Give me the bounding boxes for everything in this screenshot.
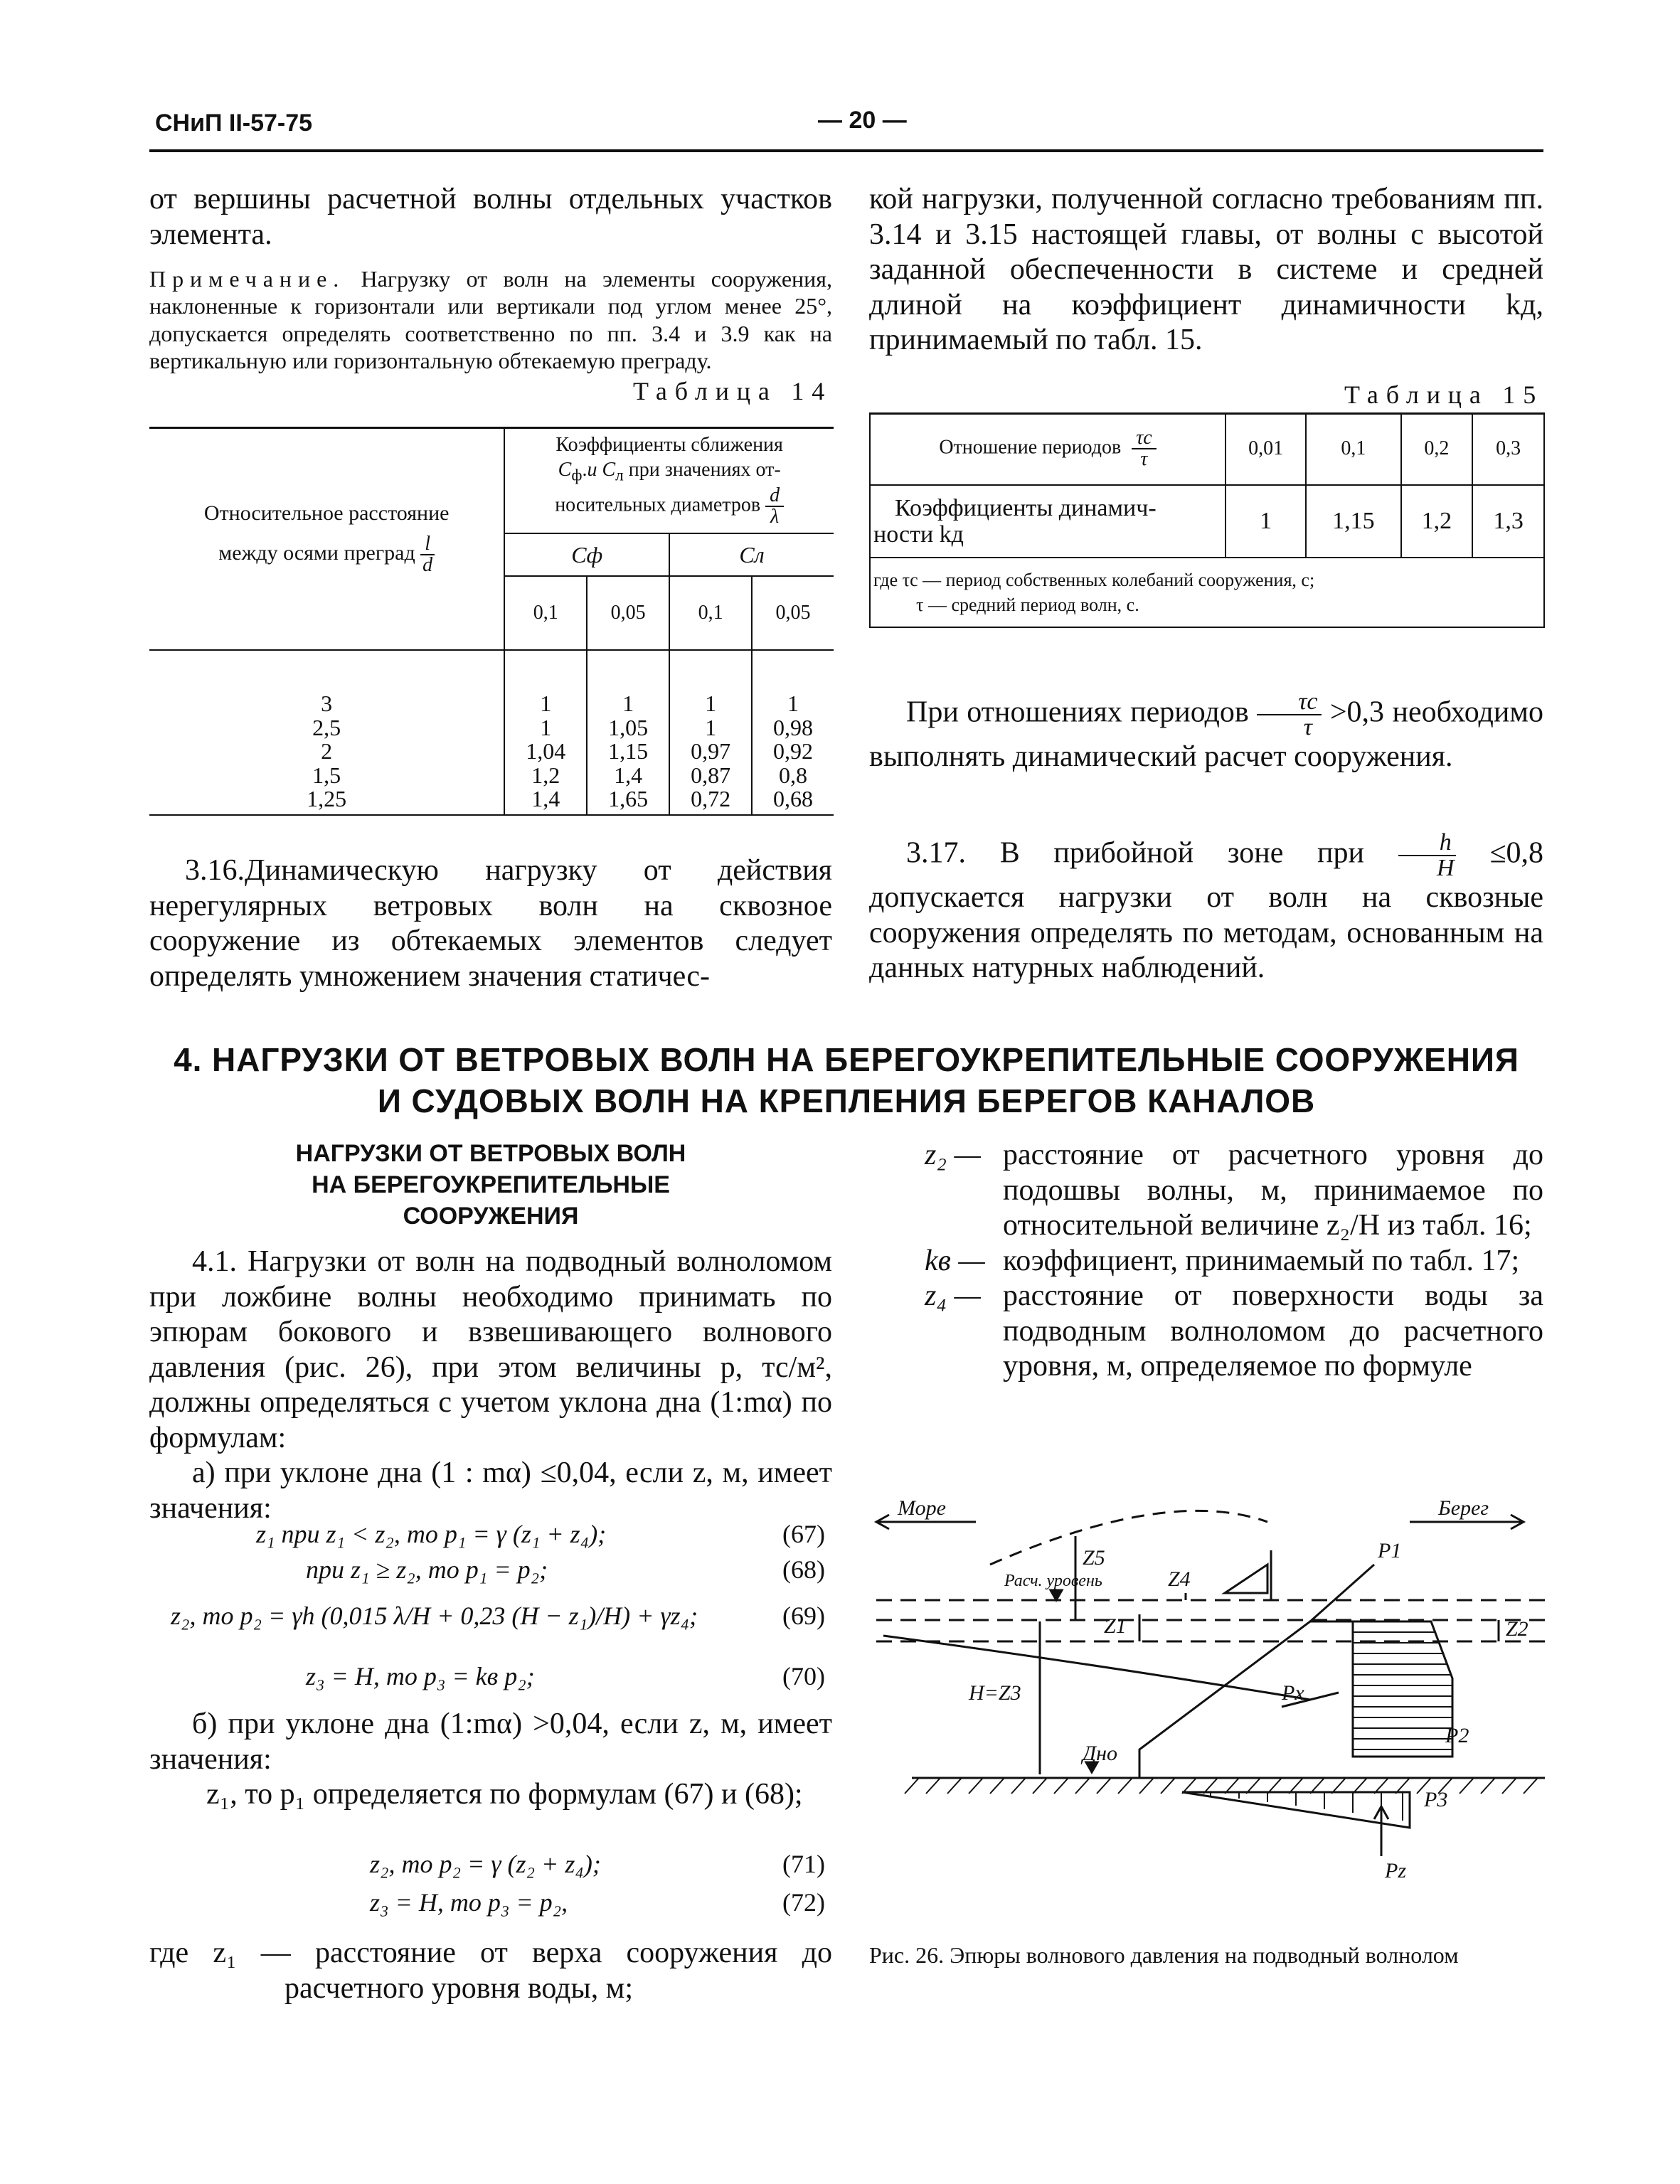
table15-cell: 1,3 bbox=[1472, 485, 1544, 558]
table14-group-head-line4 bbox=[508, 486, 831, 527]
table14-subval: 0,1 bbox=[504, 576, 587, 650]
table14-group-frac-num: d bbox=[765, 486, 784, 507]
table-cell: 1,04 bbox=[526, 738, 566, 765]
equation-68: при z₁ ≥ z₂, то p₁ = p₂; bbox=[306, 1555, 548, 1584]
uplift-hatching bbox=[1211, 1792, 1403, 1821]
table15-cell: 0,3 bbox=[1472, 412, 1544, 485]
table14-c3-values bbox=[669, 650, 752, 815]
table14-cf-sym: C bbox=[558, 458, 572, 481]
label-z4: Z4 bbox=[1168, 1567, 1191, 1591]
equation-number: (67) bbox=[782, 1520, 825, 1548]
table14-group-head-text: носительных диаметров bbox=[555, 494, 761, 516]
table14-group-head-line1: Коэффициенты сближения bbox=[555, 433, 783, 456]
where-z1-text: где z₁ — расстояние от верха сооружения до расчетного уровня воды, м; bbox=[149, 1937, 832, 2005]
table14-subval: 0,1 bbox=[669, 576, 752, 650]
para-periods-frac bbox=[1257, 690, 1322, 740]
table-cell: 0,97 bbox=[691, 738, 731, 765]
table-cell: 0,92 bbox=[773, 738, 814, 765]
definition-symbol: z₄ — bbox=[925, 1279, 981, 1313]
table14-grid bbox=[149, 427, 834, 816]
table15-cell: 0,2 bbox=[1401, 412, 1473, 485]
para-3-16 bbox=[149, 853, 832, 994]
table14-group-head-line2: $C_ф.и$ $C_л$ при значениях от- bbox=[558, 458, 781, 485]
equation-67: z₁ при z₁ < z₂, то p₁ = γ (z₁ + z₄); bbox=[256, 1520, 607, 1548]
label-level: Расч. уровень bbox=[1004, 1572, 1102, 1590]
para-4-1 bbox=[149, 1245, 832, 1526]
table-cell: 2,5 bbox=[312, 714, 341, 740]
table15-cell: 1,15 bbox=[1306, 485, 1400, 558]
equations-a bbox=[171, 1519, 825, 1711]
section-4-title bbox=[149, 1040, 1543, 1122]
subsection-title-line3: СООРУЖЕНИЯ bbox=[403, 1203, 579, 1230]
side-pressure-hatching bbox=[1353, 1632, 1452, 1749]
breakwater-top bbox=[1310, 1565, 1374, 1621]
table14-group-frac-den: λ bbox=[770, 506, 780, 528]
table14-cl-sym: и C bbox=[587, 458, 616, 481]
table-cell: 1,4 bbox=[614, 762, 643, 788]
table14-group-frac bbox=[765, 486, 784, 527]
table14-col1-head-text: между осями преград bbox=[218, 540, 415, 565]
table-14 bbox=[149, 427, 834, 816]
label-z2: Z2 bbox=[1506, 1617, 1529, 1641]
table14-c1-values bbox=[504, 650, 587, 815]
table15-footnote-line1: где τс — период собственных колебаний сооружения, с; bbox=[873, 569, 1315, 590]
table-cell: 1,05 bbox=[608, 714, 649, 740]
page-number: — 20 — bbox=[818, 107, 907, 134]
label-px: Px bbox=[1282, 1681, 1304, 1705]
table14-col1-frac-num: l bbox=[420, 534, 435, 555]
level-marker-icon bbox=[1051, 1590, 1062, 1600]
wave-crest-arc bbox=[990, 1511, 1267, 1565]
table14-col1-head-line1: Относительное расстояние bbox=[203, 501, 450, 525]
table15-row2-label-line2: ности kд bbox=[873, 521, 964, 548]
table14-col1-values bbox=[149, 650, 504, 815]
para-periods-den: τ bbox=[1303, 714, 1312, 740]
table-cell: 0,87 bbox=[691, 762, 731, 788]
equation-69: z₂, то p₂ = γh (0,015 λ/H + 0,23 (H − z₁)/H) + γz₄; bbox=[171, 1602, 698, 1630]
note bbox=[149, 265, 832, 375]
table15-frac-den: τ bbox=[1140, 447, 1148, 470]
where-z1 bbox=[149, 1936, 832, 2006]
table15-caption: Таблица 15 bbox=[1344, 380, 1543, 409]
para-3-17-num: h bbox=[1398, 831, 1456, 856]
table14-subval: 0,05 bbox=[587, 576, 669, 650]
label-h-z3: H=Z3 bbox=[969, 1681, 1021, 1705]
table-cell: 0,68 bbox=[773, 786, 814, 812]
label-p2: P2 bbox=[1445, 1724, 1469, 1747]
para-periods-text bbox=[869, 690, 1543, 775]
table15-cell: 1 bbox=[1226, 485, 1306, 558]
table14-col1-frac-den: d bbox=[422, 553, 433, 576]
wave-trough bbox=[883, 1636, 1310, 1700]
definition-kv bbox=[925, 1244, 1543, 1279]
table14-col1-frac bbox=[420, 534, 435, 575]
note-text: Нагрузку от волн на элементы сооружения, наклоненные к горизонтали или вертикали под углом менее 25°, допускается определять соответственно по пп. 3.4 и 3.9 как на вертикальную или горизонтальную обтекаемую преграду. bbox=[149, 266, 833, 374]
table-cell: 1,5 bbox=[312, 762, 341, 788]
subsection-title-line2: НА БЕРЕГОУКРЕПИТЕЛЬНЫЕ bbox=[312, 1171, 670, 1199]
equation-number: (70) bbox=[782, 1662, 825, 1690]
table15-row2-label bbox=[870, 485, 1226, 558]
para-3-17-den: H bbox=[1436, 855, 1455, 881]
definition-z4 bbox=[925, 1279, 1543, 1385]
table15-cell: 0,1 bbox=[1306, 412, 1400, 485]
table14-col1-head bbox=[149, 427, 504, 650]
table15-top-rule bbox=[869, 412, 1545, 415]
table-cell: 1 bbox=[705, 714, 717, 740]
table-cell: 1 bbox=[540, 691, 552, 717]
para-4-1-text: 4.1. Нагрузки от волн на подводный волноломом при ложбине волны необходимо принимать по эпюрам бокового и взвешивающего волнового давления (рис. 26), при этом величины p, тс/м², должны определяться с учетом уклона дна (1:mα) по формулам: bbox=[149, 1245, 832, 1454]
para-periods-a: При отношениях периодов bbox=[906, 696, 1249, 729]
definition-text: расстояние от расчетного уровня до подошвы волны, м, принимаемое по относительной величине z₂/H из табл. 16; bbox=[1003, 1139, 1543, 1242]
table15-row1-frac bbox=[1132, 428, 1156, 469]
para-4-1-b bbox=[149, 1707, 832, 1813]
definition-z2 bbox=[925, 1138, 1543, 1244]
table15-footnote bbox=[870, 558, 1544, 627]
label-pz: Pz bbox=[1385, 1859, 1406, 1882]
table15-footnote-line2: τ — средний период волн, с. bbox=[916, 595, 1139, 615]
definition-symbol: kв — bbox=[925, 1244, 985, 1277]
table-cell: 0,8 bbox=[779, 762, 808, 788]
table14-c4-values bbox=[752, 650, 834, 815]
table-cell: 1,65 bbox=[608, 786, 649, 812]
para-3-17-frac bbox=[1398, 831, 1456, 880]
left-column-top bbox=[149, 182, 832, 406]
definition-symbol: z₂ — bbox=[925, 1139, 981, 1171]
para-3-17-text bbox=[869, 831, 1543, 986]
equation-number: (71) bbox=[782, 1850, 825, 1878]
equation-72: z₃ = H, то p₃ = p₂, bbox=[370, 1888, 568, 1917]
table-cell: 1 bbox=[787, 691, 799, 717]
equation-70: z₃ = H, то p₃ = kв p₂; bbox=[306, 1662, 535, 1690]
table-cell: 1 bbox=[622, 691, 634, 717]
table-cell: 1 bbox=[540, 714, 552, 740]
paragraph-continuation-right: кой нагрузки, полученной согласно требованиям пп. 3.14 и 3.15 настоящей главы, от волны с высотой заданной обеспеченности в системе и средней длиной на коэффициент динамичности kд, принимаемый по табл. 15. bbox=[869, 183, 1543, 357]
table-cell: 1 bbox=[705, 691, 717, 717]
label-p3: P3 bbox=[1424, 1788, 1448, 1811]
definitions bbox=[925, 1138, 1543, 1385]
table14-group-head-line3: при значениях от- bbox=[628, 458, 781, 481]
table-15 bbox=[869, 412, 1545, 628]
para-3-16-text: 3.16.Динамическую нагрузку от действия нерегулярных ветровых волн на сквозное сооружение из обтекаемых элементов следует определять умножением значения статичес- bbox=[149, 854, 832, 993]
label-z5: Z5 bbox=[1083, 1546, 1105, 1570]
table-cell: 1,4 bbox=[531, 786, 560, 812]
label-p1: P1 bbox=[1378, 1539, 1402, 1562]
table14-cl-head: Cл bbox=[669, 533, 834, 576]
table15-frac-num: τс bbox=[1132, 428, 1156, 449]
running-head-code: СНиП II-57-75 bbox=[155, 110, 313, 137]
definition-text: расстояние от поверхности воды за подводным волноломом до расчетного уровня, м, определяемое по формуле bbox=[1003, 1279, 1543, 1383]
p1-epure bbox=[1225, 1565, 1267, 1593]
subsection-title-line1: НАГРУЗКИ ОТ ВЕТРОВЫХ ВОЛН bbox=[295, 1140, 686, 1167]
table-cell: 1,2 bbox=[531, 762, 560, 788]
note-label: Примечание. bbox=[149, 266, 346, 292]
table14-group-head bbox=[504, 427, 834, 533]
table-cell: 0,98 bbox=[773, 714, 814, 740]
section-4-title-line1: 4. НАГРУЗКИ ОТ ВЕТРОВЫХ ВОЛН НА БЕРЕГОУКРЕПИТЕЛЬНЫЕ СООРУЖЕНИЯ bbox=[174, 1041, 1519, 1078]
figure-26-caption: Рис. 26. Эпюры волнового давления на подводный волнолом bbox=[869, 1942, 1459, 1968]
subsection-title bbox=[149, 1138, 832, 1232]
table14-cf-sub: ф bbox=[571, 466, 583, 485]
table14-c2-values bbox=[587, 650, 669, 815]
equation-number: (69) bbox=[782, 1602, 825, 1630]
table15-cell: 0,01 bbox=[1226, 412, 1306, 485]
label-bereg: Берег bbox=[1438, 1496, 1489, 1520]
definition-text: коэффициент, принимаемый по табл. 17; bbox=[1003, 1244, 1520, 1277]
table15-row1-label-text: Отношение периодов bbox=[939, 435, 1122, 458]
table14-subval: 0,05 bbox=[752, 576, 834, 650]
table-cell: 1,15 bbox=[608, 738, 649, 765]
table14-cl-sub: л bbox=[615, 466, 624, 485]
label-dno: Дно bbox=[1083, 1742, 1117, 1765]
label-more: Море bbox=[898, 1496, 946, 1520]
equations-b bbox=[213, 1849, 825, 1927]
table-cell: 3 bbox=[321, 691, 333, 717]
para-4-1-b-text: б) при уклоне дна (1:mα) >0,04, если z, м, имеет значения: bbox=[149, 1708, 832, 1776]
table-cell: 1,25 bbox=[307, 786, 347, 812]
table15-cell: 1,2 bbox=[1401, 485, 1473, 558]
equation-71: z₂, то p₂ = γ (z₂ + z₄); bbox=[370, 1850, 601, 1878]
table14-top-rule bbox=[149, 427, 834, 429]
equation-number: (68) bbox=[782, 1555, 825, 1584]
table14-col1-head-line2 bbox=[152, 534, 501, 575]
para-4-1-a: а) при уклоне дна (1 : mα) ≤0,04, если z, м, имеет значения: bbox=[149, 1456, 832, 1525]
header-rule bbox=[149, 149, 1543, 152]
para-periods bbox=[869, 690, 1543, 775]
breakwater-slope bbox=[1139, 1621, 1353, 1778]
table-cell: 2 bbox=[321, 738, 333, 765]
section-4-title-line2: И СУДОВЫХ ВОЛН НА КРЕПЛЕНИЯ БЕРЕГОВ КАНАЛОВ bbox=[377, 1082, 1316, 1119]
para-3-17-a: 3.17. В прибойной зоне при bbox=[906, 836, 1365, 870]
para-periods-b: >0,3 необходимо выполнять динамический расчет сооружения. bbox=[869, 696, 1543, 773]
figure-26-diagram bbox=[869, 1493, 1545, 1934]
table15-row1-label bbox=[870, 412, 1226, 485]
paragraph-continuation: от вершины расчетной волны отдельных участков элемента. bbox=[149, 183, 832, 251]
table14-caption: Таблица 14 bbox=[633, 376, 832, 405]
equation-number: (72) bbox=[782, 1888, 825, 1917]
para-periods-num: τс bbox=[1257, 690, 1322, 715]
table14-cf-head: Cф bbox=[504, 533, 669, 576]
right-column-top bbox=[869, 182, 1543, 410]
table-cell: 0,72 bbox=[691, 786, 731, 812]
table15-grid bbox=[869, 412, 1545, 628]
para-3-17-b: ≤0,8 допускается нагрузки от волн на сквозные сооружения определять по методам, основанным на данных натурных наблюдений. bbox=[869, 836, 1544, 985]
table15-row2-label-line1: Коэффициенты динамич- bbox=[895, 494, 1157, 521]
para-4-1-b-z1: z₁, то p₁ определяется по формулам (67) и (68); bbox=[206, 1778, 803, 1811]
para-3-17 bbox=[869, 831, 1543, 986]
label-z1: Z1 bbox=[1104, 1614, 1127, 1638]
